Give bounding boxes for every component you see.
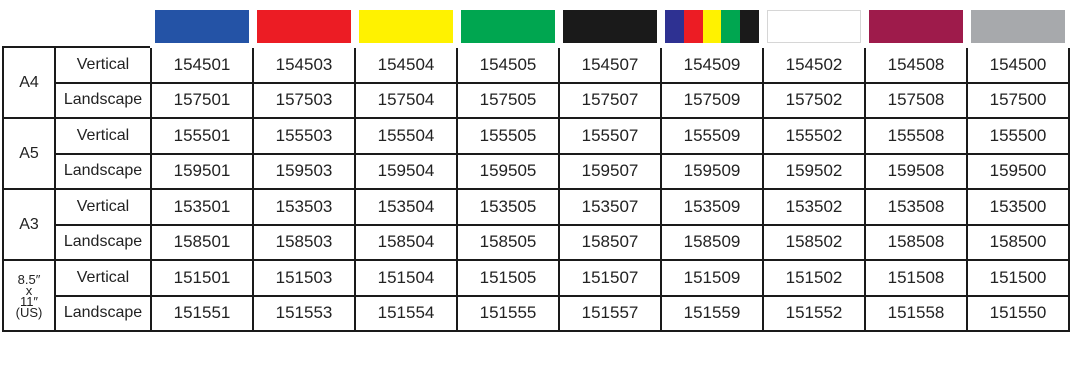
- color-swatch-grey: [971, 10, 1065, 43]
- swatch-stripe: [721, 10, 740, 43]
- product-code-cell: 159503: [253, 154, 355, 190]
- table-row: [3, 154, 1069, 190]
- product-code-cell: 158501: [151, 225, 253, 261]
- size-label-line: 8.5″: [17, 271, 41, 287]
- size-label: A3: [3, 189, 55, 260]
- product-code-cell: 159507: [559, 154, 661, 190]
- product-code-cell: 155507: [559, 118, 661, 154]
- product-code-cell: 151501: [151, 260, 253, 296]
- product-code-cell: 151559: [661, 296, 763, 332]
- empty-header-cell: [3, 6, 55, 47]
- product-code-cell: 158502: [763, 225, 865, 261]
- product-code-cell: 158507: [559, 225, 661, 261]
- swatch-stripe: [684, 10, 703, 43]
- product-code-cell: 154504: [355, 47, 457, 83]
- product-code-cell: 158504: [355, 225, 457, 261]
- product-code-cell: 157504: [355, 83, 457, 119]
- product-code-cell: 154509: [661, 47, 763, 83]
- product-code-cell: 158505: [457, 225, 559, 261]
- color-swatch-yellow: [359, 10, 453, 43]
- empty-header-cell: [55, 6, 151, 47]
- color-swatch-blue: [155, 10, 249, 43]
- size-label: [3, 260, 55, 331]
- color-swatch-cell: [355, 6, 457, 47]
- color-swatch-cell: [151, 6, 253, 47]
- size-label-line: 11″: [19, 293, 39, 309]
- product-code-cell: 157509: [661, 83, 763, 119]
- color-swatch-white: [767, 10, 861, 43]
- product-code-cell: 153500: [967, 189, 1069, 225]
- orientation-label: Landscape: [55, 296, 151, 332]
- product-code-cell: 155503: [253, 118, 355, 154]
- product-code-cell: 151551: [151, 296, 253, 332]
- product-code-cell: 155502: [763, 118, 865, 154]
- color-swatch-black: [563, 10, 657, 43]
- color-swatch-red: [257, 10, 351, 43]
- product-code-cell: 154503: [253, 47, 355, 83]
- product-code-table: [2, 5, 1070, 332]
- color-swatch-cell: [865, 6, 967, 47]
- product-code-cell: 155504: [355, 118, 457, 154]
- orientation-label: Vertical: [55, 47, 151, 83]
- product-code-cell: 153502: [763, 189, 865, 225]
- product-code-cell: 151552: [763, 296, 865, 332]
- product-code-cell: 153509: [661, 189, 763, 225]
- product-code-cell: 157508: [865, 83, 967, 119]
- product-code-cell: 151500: [967, 260, 1069, 296]
- swatch-stripe: [703, 10, 722, 43]
- product-code-cell: 155508: [865, 118, 967, 154]
- product-code-cell: 154500: [967, 47, 1069, 83]
- product-code-cell: 155509: [661, 118, 763, 154]
- product-code-cell: 153508: [865, 189, 967, 225]
- table-row: [3, 225, 1069, 261]
- table-row: [3, 260, 1069, 296]
- product-code-cell: 159505: [457, 154, 559, 190]
- product-code-cell: 151550: [967, 296, 1069, 332]
- product-code-cell: 151507: [559, 260, 661, 296]
- table-row: [3, 296, 1069, 332]
- product-code-cell: 151505: [457, 260, 559, 296]
- color-swatch-multi: [665, 10, 759, 43]
- table-row: [3, 47, 1069, 83]
- product-code-cell: 157500: [967, 83, 1069, 119]
- product-code-cell: 154501: [151, 47, 253, 83]
- product-code-cell: 158509: [661, 225, 763, 261]
- table-row: [3, 83, 1069, 119]
- orientation-label: Landscape: [55, 225, 151, 261]
- product-code-cell: 154505: [457, 47, 559, 83]
- product-code-cell: 159509: [661, 154, 763, 190]
- size-label: A4: [3, 47, 55, 118]
- product-code-cell: 151503: [253, 260, 355, 296]
- size-label-line: x: [25, 282, 33, 298]
- swatch-stripe: [665, 10, 684, 43]
- product-code-cell: 155505: [457, 118, 559, 154]
- product-code-cell: 151557: [559, 296, 661, 332]
- product-code-cell: 153507: [559, 189, 661, 225]
- orientation-label: Vertical: [55, 118, 151, 154]
- orientation-label: Vertical: [55, 189, 151, 225]
- product-code-cell: 157507: [559, 83, 661, 119]
- product-code-cell: 153503: [253, 189, 355, 225]
- product-code-cell: 157503: [253, 83, 355, 119]
- product-code-cell: 153504: [355, 189, 457, 225]
- table-row: [3, 118, 1069, 154]
- product-code-cell: 159504: [355, 154, 457, 190]
- product-code-cell: 159501: [151, 154, 253, 190]
- color-swatch-row: [3, 6, 1069, 47]
- product-code-cell: 155500: [967, 118, 1069, 154]
- color-swatch-cell: [967, 6, 1069, 47]
- swatch-stripe: [740, 10, 759, 43]
- product-code-cell: 158503: [253, 225, 355, 261]
- product-code-cell: 153505: [457, 189, 559, 225]
- orientation-label: Vertical: [55, 260, 151, 296]
- product-code-cell: 157502: [763, 83, 865, 119]
- product-code-cell: 159500: [967, 154, 1069, 190]
- product-code-cell: 151504: [355, 260, 457, 296]
- color-swatch-green: [461, 10, 555, 43]
- product-code-cell: 154508: [865, 47, 967, 83]
- product-code-cell: 151553: [253, 296, 355, 332]
- product-code-cell: 155501: [151, 118, 253, 154]
- product-code-cell: 151555: [457, 296, 559, 332]
- color-swatch-burgundy: [869, 10, 963, 43]
- product-code-cell: 151509: [661, 260, 763, 296]
- product-code-cell: 151554: [355, 296, 457, 332]
- product-code-cell: 151502: [763, 260, 865, 296]
- color-swatch-cell: [763, 6, 865, 47]
- orientation-label: Landscape: [55, 83, 151, 119]
- table-row: [3, 189, 1069, 225]
- product-code-cell: 158508: [865, 225, 967, 261]
- size-label: A5: [3, 118, 55, 189]
- product-code-cell: 157501: [151, 83, 253, 119]
- product-code-cell: 151558: [865, 296, 967, 332]
- color-swatch-cell: [457, 6, 559, 47]
- product-code-cell: 158500: [967, 225, 1069, 261]
- product-code-cell: 159508: [865, 154, 967, 190]
- color-swatch-cell: [253, 6, 355, 47]
- product-code-cell: 159502: [763, 154, 865, 190]
- size-label-line: (US): [15, 304, 43, 320]
- color-swatch-cell: [661, 6, 763, 47]
- product-code-cell: 157505: [457, 83, 559, 119]
- orientation-label: Landscape: [55, 154, 151, 190]
- product-code-cell: 154507: [559, 47, 661, 83]
- product-code-cell: 153501: [151, 189, 253, 225]
- product-code-cell: 154502: [763, 47, 865, 83]
- color-swatch-cell: [559, 6, 661, 47]
- product-code-cell: 151508: [865, 260, 967, 296]
